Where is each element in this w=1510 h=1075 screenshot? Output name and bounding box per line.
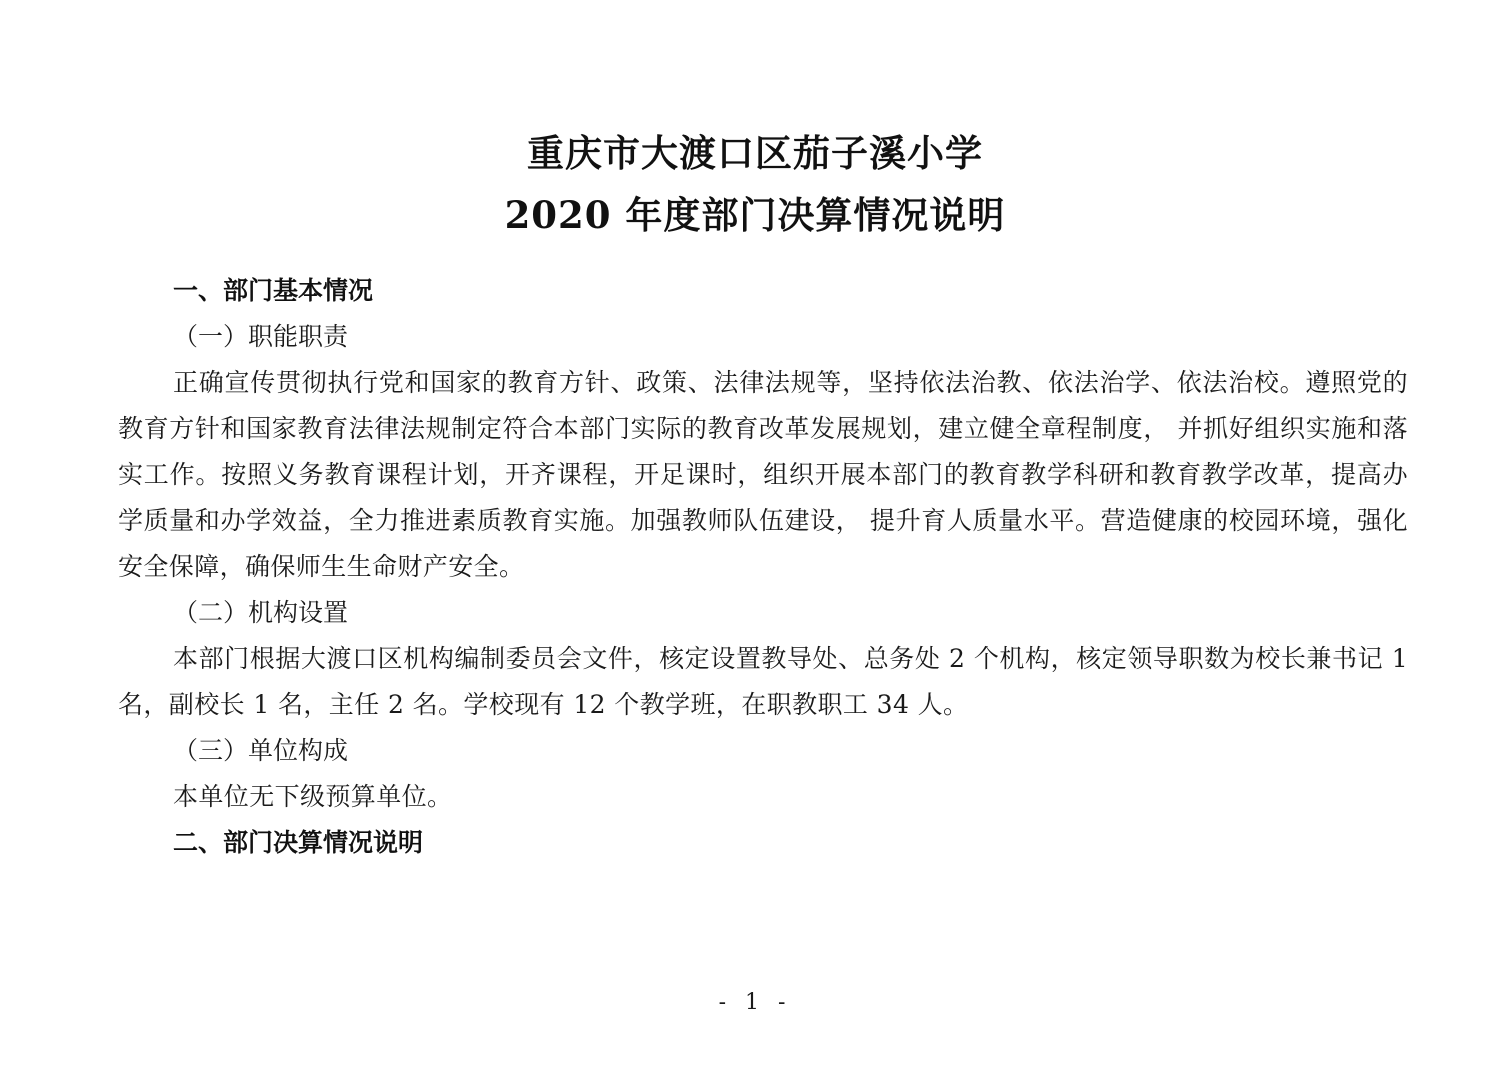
document-title — [0, 122, 1510, 246]
section-heading-basic-info: 一、部门基本情况 — [173, 276, 374, 305]
subsection-heading-organization: （二）机构设置 — [173, 598, 349, 627]
subsection-heading-duties: （一）职能职责 — [173, 322, 349, 351]
title-line-school: 重庆市大渡口区茄子溪小学 — [527, 131, 983, 175]
section-heading-final-accounts: 二、部门决算情况说明 — [173, 828, 424, 857]
document-body — [118, 268, 1408, 866]
paragraph-duties: 正确宣传贯彻执行党和国家的教育方针、政策、法律法规等，坚持依法治教、依法治学、依法治校。遵照党的教育方针和国家教育法律法规制定符合本部门实际的教育改革发展规划，建立健全章程制度， 并抓好组织实施和落实工作。按照义务教育课程计划，开齐课程，开足课时，组织开展本部门的教育教学科研和教育教学改革，提高办学质量和办学效益，全力推进素质教育实施。加强教师队伍建设， 提升育人质量水平。营造健康的校园环境，强化安全保障，确保师生生命财产安全。 — [118, 368, 1408, 581]
title-line-report: 2020 年度部门决算情况说明 — [504, 193, 1006, 237]
subsection-heading-composition: （三）单位构成 — [173, 736, 349, 765]
paragraph-composition: 本单位无下级预算单位。 — [173, 782, 453, 811]
page-number: - 1 - — [718, 990, 792, 1015]
paragraph-organization: 本部门根据大渡口区机构编制委员会文件，核定设置教导处、总务处 2 个机构，核定领导职数为校长兼书记 1 名，副校长 1 名，主任 2 名。学校现有 12 个教学班，在职教职工 34 人。 — [118, 644, 1408, 719]
